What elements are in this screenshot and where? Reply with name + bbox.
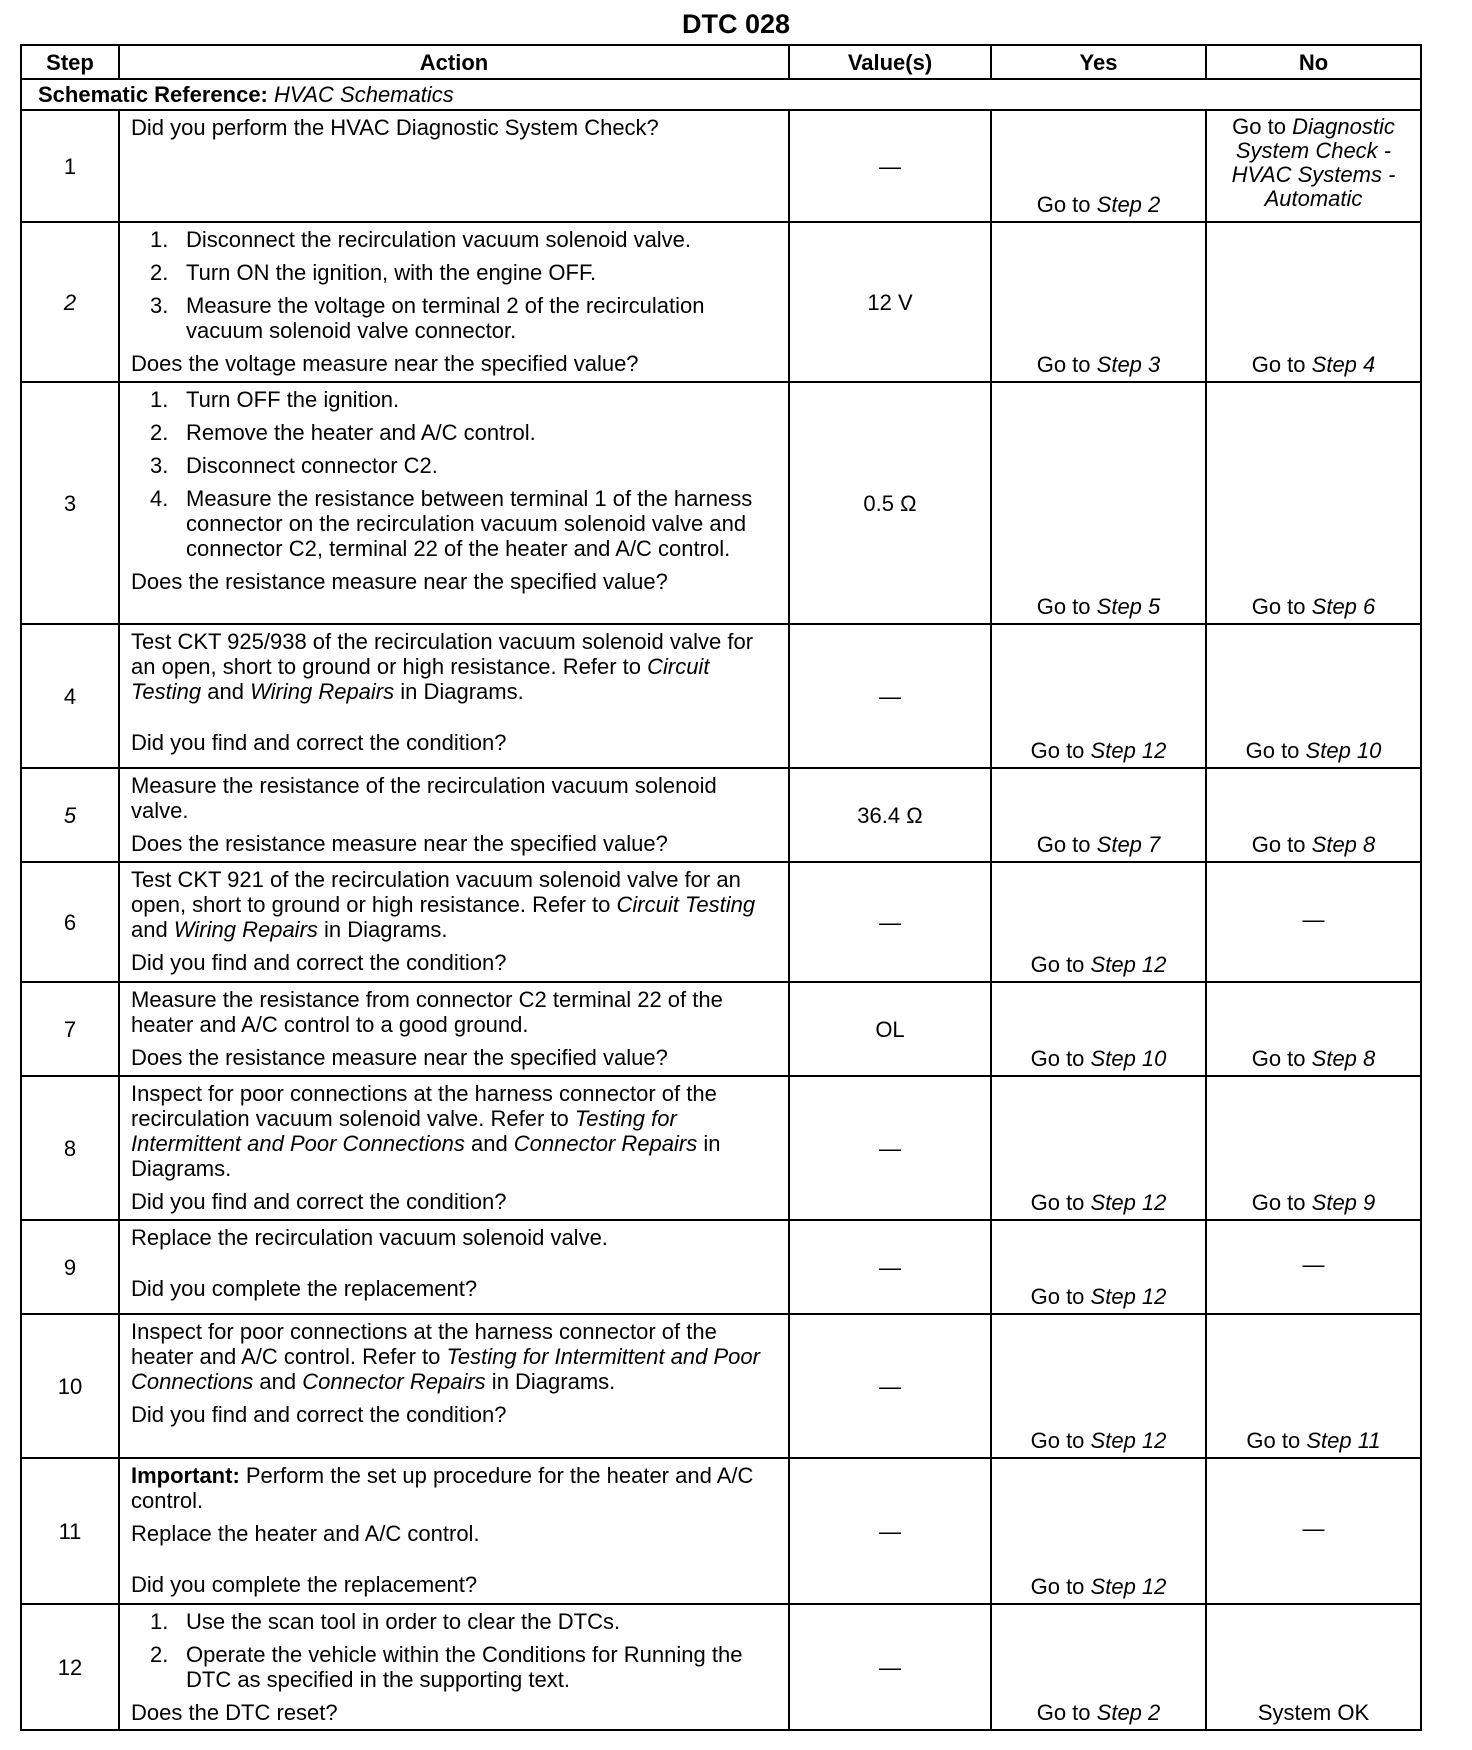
yes-target: Step 7 [1096, 832, 1161, 857]
step-instruction: Replace the heater and A/C control. [131, 1521, 480, 1546]
table-row [21, 382, 1421, 624]
item-text: Disconnect the recirculation vacuum solenoid valve. [186, 227, 692, 252]
table-row [21, 862, 1421, 982]
step-yes [991, 1604, 1206, 1730]
reference-link: Circuit Testing [131, 654, 710, 704]
step-number: 6 [21, 862, 119, 982]
go-to: Go to [1036, 352, 1091, 377]
no-target: Step 11 [1306, 1428, 1381, 1453]
step-instruction [131, 629, 780, 704]
list-item: 3. Disconnect connector C2. [150, 453, 438, 478]
schematic-row [21, 79, 1421, 110]
list-item: 3. Measure the voltage on terminal 2 of the recirculation vacuum solenoid valve connector. [150, 293, 705, 343]
go-to: Go to [1251, 594, 1306, 619]
step-value: — [789, 862, 991, 982]
table-row [21, 982, 1421, 1076]
yes-target: Step 2 [1096, 192, 1161, 217]
step-number-text: 5 [63, 802, 77, 828]
go-to: Go to [1251, 352, 1306, 377]
reference-link: Circuit Testing [616, 892, 756, 917]
table-row [21, 1458, 1421, 1604]
step-number: 12 [21, 1604, 119, 1730]
step-yes [991, 1076, 1206, 1220]
step-number: 3 [21, 382, 119, 624]
go-to: Go to [1030, 952, 1085, 977]
go-to: Go to [1246, 1428, 1301, 1453]
conjunction: and [131, 917, 174, 942]
no-target: Step 10 [1305, 738, 1382, 763]
reference-link: Testing for Intermittent and Poor Connections [131, 1344, 760, 1394]
no-target: Step 8 [1311, 1046, 1376, 1071]
step-value: — [789, 1314, 991, 1458]
step-number: 11 [21, 1458, 119, 1604]
list-item: 1. Turn OFF the ignition. [150, 387, 400, 412]
step-value: — [789, 624, 991, 768]
step-question: Does the resistance measure near the specified value? [131, 569, 668, 594]
go-to: Go to [1232, 114, 1286, 139]
step-question: Did you find and correct the condition? [131, 1189, 507, 1214]
item-text: Turn ON the ignition, with the engine OFF. [186, 260, 597, 285]
step-value: — [789, 110, 991, 222]
go-to: Go to [1030, 1046, 1085, 1071]
table-row [21, 1076, 1421, 1220]
step-no [1206, 222, 1421, 382]
step-question: Does the voltage measure near the specified value? [131, 351, 639, 376]
step-yes [991, 1458, 1206, 1604]
instruction-tail: in Diagrams. [131, 1131, 721, 1181]
step-question: Did you find and correct the condition? [131, 1402, 507, 1427]
go-to: Go to [1036, 192, 1091, 217]
important-note [131, 1463, 780, 1513]
step-value: — [789, 1458, 991, 1604]
step-instruction: Measure the resistance from connector C2 terminal 22 of the heater and A/C control to a good ground. [131, 987, 723, 1037]
step-question: Does the resistance measure near the specified value? [131, 1045, 668, 1070]
step-no [1206, 110, 1421, 222]
item-text: Measure the voltage on terminal 2 of the recirculation vacuum solenoid valve connector. [186, 293, 705, 343]
page-title: DTC 028 [681, 9, 791, 39]
reference-link: Connector Repairs [302, 1369, 486, 1394]
step-no: — [1206, 1458, 1421, 1604]
step-no: — [1206, 862, 1421, 982]
step-instruction [131, 1319, 780, 1394]
go-to: Go to [1251, 1190, 1306, 1215]
yes-target: Step 12 [1090, 952, 1167, 977]
list-item: 2. Turn ON the ignition, with the engine OFF. [150, 260, 597, 285]
reference-link: Wiring Repairs [173, 917, 318, 942]
step-action [119, 1314, 789, 1458]
schematic-reference [21, 79, 1421, 110]
go-to: Go to [1251, 1046, 1306, 1071]
yes-target: Step 3 [1096, 352, 1161, 377]
instruction-text: Inspect for poor connections at the harness connector of the recirculation vacuum solenoid valve. Refer to [131, 1081, 717, 1131]
step-number-text: 2 [63, 289, 77, 315]
yes-target: Step 2 [1096, 1700, 1161, 1725]
action-list [131, 1609, 780, 1692]
step-value: 12 V [789, 222, 991, 382]
step-question: Did you complete the replacement? [131, 1276, 478, 1301]
go-to: Go to [1036, 594, 1091, 619]
list-item: 2. Operate the vehicle within the Conditions for Running the DTC as specified in the supporting text. [150, 1642, 743, 1692]
no-target: Step 4 [1311, 352, 1376, 377]
no-target: Step 8 [1311, 832, 1376, 857]
step-instruction [131, 867, 780, 942]
item-text: Remove the heater and A/C control. [186, 420, 536, 445]
instruction-tail: in Diagrams. [485, 1369, 616, 1394]
no-target: Step 9 [1311, 1190, 1376, 1215]
item-text: Measure the resistance between terminal 1 of the harness connector on the recirculation vacuum solenoid valve and connector C2, terminal 22 of the heater and A/C control. [186, 486, 753, 561]
table-row [21, 222, 1421, 382]
step-yes [991, 982, 1206, 1076]
step-no [1206, 624, 1421, 768]
col-values: Value(s) [789, 45, 991, 79]
step-number [21, 768, 119, 862]
step-no: System OK [1206, 1604, 1421, 1730]
item-text: Turn OFF the ignition. [186, 387, 400, 412]
yes-target: Step 12 [1090, 1284, 1167, 1309]
step-yes [991, 862, 1206, 982]
step-yes [991, 110, 1206, 222]
step-yes [991, 222, 1206, 382]
instruction-tail: in Diagrams. [317, 917, 448, 942]
step-value: 36.4 Ω [789, 768, 991, 862]
go-to: Go to [1036, 832, 1091, 857]
yes-target: Step 12 [1090, 1574, 1167, 1599]
step-number: 8 [21, 1076, 119, 1220]
yes-target: Step 10 [1090, 1046, 1167, 1071]
step-question: Does the DTC reset? [131, 1700, 338, 1725]
no-target: Diagnostic System Check - HVAC Systems - Automatic [1231, 114, 1396, 211]
step-yes [991, 382, 1206, 624]
step-question: Does the resistance measure near the specified value? [131, 831, 668, 856]
step-yes [991, 1220, 1206, 1314]
header-row [21, 45, 1421, 79]
conjunction: and [201, 679, 251, 704]
step-action [119, 768, 789, 862]
conjunction: and [464, 1131, 514, 1156]
step-instruction: Measure the resistance of the recirculation vacuum solenoid valve. [131, 773, 717, 823]
step-no [1206, 382, 1421, 624]
step-question: Did you complete the replacement? [131, 1572, 478, 1597]
step-number: 4 [21, 624, 119, 768]
col-action: Action [119, 45, 789, 79]
step-value: — [789, 1220, 991, 1314]
yes-target: Step 12 [1090, 738, 1167, 763]
step-value: — [789, 1076, 991, 1220]
step-question: Did you find and correct the condition? [131, 950, 507, 975]
step-instruction [131, 1081, 780, 1181]
item-text: Use the scan tool in order to clear the DTCs. [186, 1609, 621, 1634]
step-action [119, 222, 789, 382]
instruction-text: Test CKT 921 of the recirculation vacuum solenoid valve for an open, short to ground or high resistance. Refer to [131, 867, 741, 917]
reference-link: Testing for Intermittent and Poor Connections [131, 1106, 677, 1156]
step-value: 0.5 Ω [789, 382, 991, 624]
go-to: Go to [1245, 738, 1300, 763]
step-number: 7 [21, 982, 119, 1076]
step-action [119, 624, 789, 768]
step-value: OL [789, 982, 991, 1076]
reference-link: Connector Repairs [513, 1131, 698, 1156]
important-text: Perform the set up procedure for the heater and A/C control. [131, 1463, 754, 1513]
yes-target: Step 12 [1090, 1428, 1167, 1453]
step-number: 9 [21, 1220, 119, 1314]
step-no [1206, 1314, 1421, 1458]
list-item: 1. Use the scan tool in order to clear the DTCs. [150, 1609, 621, 1634]
go-to: Go to [1030, 1190, 1085, 1215]
diagnostic-table [20, 44, 1422, 1731]
step-number: 10 [21, 1314, 119, 1458]
conjunction: and [253, 1369, 303, 1394]
col-no: No [1206, 45, 1421, 79]
step-yes [991, 1314, 1206, 1458]
list-item: 1. Disconnect the recirculation vacuum solenoid valve. [150, 227, 692, 252]
table-row [21, 1604, 1421, 1730]
col-yes: Yes [991, 45, 1206, 79]
table-row [21, 110, 1421, 222]
instruction-text: Test CKT 925/938 of the recirculation vacuum solenoid valve for an open, short to ground or high resistance. Refer to [131, 629, 754, 679]
list-item: 4. Measure the resistance between terminal 1 of the harness connector on the recirculation vacuum solenoid valve and connector C2, terminal 22 of the heater and A/C control. [150, 486, 753, 561]
step-question: Did you perform the HVAC Diagnostic System Check? [131, 115, 659, 140]
step-action [119, 382, 789, 624]
step-action [119, 1458, 789, 1604]
no-target: Step 6 [1311, 594, 1376, 619]
step-action [119, 1076, 789, 1220]
step-action [119, 110, 789, 222]
yes-target: Step 12 [1090, 1190, 1167, 1215]
instruction-text: Inspect for poor connections at the harness connector of the heater and A/C control. Refer to [131, 1319, 717, 1369]
step-value: — [789, 1604, 991, 1730]
table-row [21, 624, 1421, 768]
col-step: Step [21, 45, 119, 79]
go-to: Go to [1030, 738, 1085, 763]
go-to: Go to [1030, 1428, 1085, 1453]
action-list [131, 227, 780, 343]
step-number: 1 [21, 110, 119, 222]
list-item: 2. Remove the heater and A/C control. [150, 420, 536, 445]
step-instruction: Replace the recirculation vacuum solenoid valve. [131, 1225, 608, 1250]
step-yes [991, 624, 1206, 768]
step-action [119, 1604, 789, 1730]
step-action [119, 862, 789, 982]
item-text: Operate the vehicle within the Conditions for Running the DTC as specified in the supporting text. [186, 1642, 743, 1692]
instruction-tail: in Diagrams. [394, 679, 524, 704]
table-row [21, 768, 1421, 862]
step-question: Did you find and correct the condition? [131, 730, 507, 755]
item-text: Disconnect connector C2. [186, 453, 438, 478]
step-no [1206, 768, 1421, 862]
step-action [119, 982, 789, 1076]
go-to: Go to [1030, 1574, 1085, 1599]
table-row [21, 1314, 1421, 1458]
go-to: Go to [1251, 832, 1306, 857]
go-to: Go to [1036, 1700, 1091, 1725]
important-label: Important: [131, 1463, 240, 1488]
yes-target: Step 5 [1096, 594, 1161, 619]
action-list [131, 387, 780, 561]
schematic-value: HVAC Schematics [274, 82, 454, 107]
step-no: — [1206, 1220, 1421, 1314]
table-row [21, 1220, 1421, 1314]
reference-link: Wiring Repairs [250, 679, 395, 704]
step-number [21, 222, 119, 382]
schematic-label: Schematic Reference: [38, 82, 268, 107]
step-no [1206, 982, 1421, 1076]
go-to: Go to [1030, 1284, 1085, 1309]
step-no [1206, 1076, 1421, 1220]
step-yes [991, 768, 1206, 862]
step-action [119, 1220, 789, 1314]
